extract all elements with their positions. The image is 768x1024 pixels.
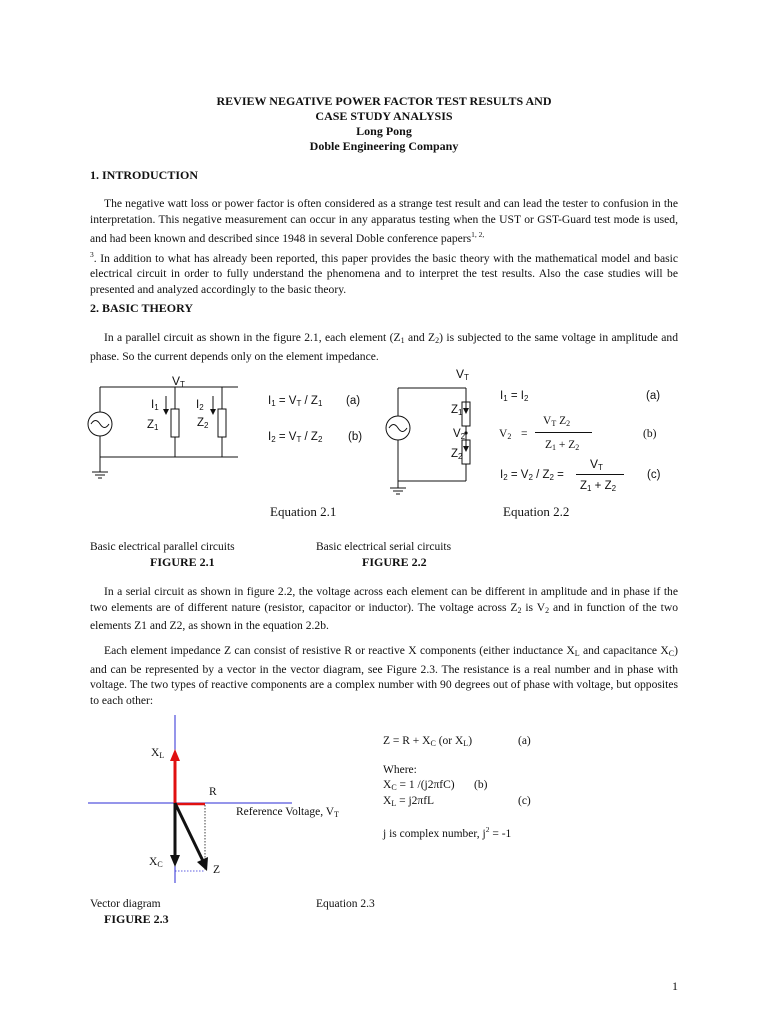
figure-2-2-caption: Basic electrical serial circuits [316,541,452,553]
page-number: 1 [672,979,678,993]
serial-circuit-diagram [386,380,486,495]
fig21-z2-label: $Z_2$ [197,417,209,430]
theory-heading: 2. BASIC THEORY [90,301,194,315]
paper-company: Doble Engineering Company [309,139,459,153]
fig22-v2-label: $V_2$ [453,428,466,441]
figure-2-2-label: FIGURE 2.2 [362,555,427,569]
equation-2-3-caption: Equation 2.3 [316,898,375,910]
fig22-z1-label: $Z_1$ [451,404,463,417]
eq22b-numerator: $V_T$ $Z_2$ [543,415,571,428]
eq22b-denominator: $Z_1 + Z_2$ [545,439,580,452]
fig21-i2-label: $I_2$ [196,399,204,412]
serial-paragraph: In a serial circuit as shown in figure 2.2, the voltage across each element can be different in amplitude and in phase if the two elements are of different nature (resistor, capacitor or inductor). The voltage across $Z_2$ is $V_2$ and in function of the two elements Z1 and Z2, as shown in the equation 2.2b. [90,585,678,633]
xc-label: $X_C$ [149,856,163,869]
paper-author: Long Pong [356,124,412,138]
eq22c-fraction-bar [576,474,624,475]
fig21-z1-label: $Z_1$ [147,419,159,432]
eq21a-label: (a) [346,395,361,407]
r-label: R [209,786,217,798]
figure-2-3-caption: Vector diagram [90,898,161,910]
eq21b: $I_2 = V_T / Z_2$ [268,431,323,444]
intro-heading: 1. INTRODUCTION [90,168,199,182]
reference-voltage-label: Reference Voltage, $V_T$ [236,806,339,819]
eq22b-label: (b) [643,428,657,440]
paper-title-line1: REVIEW NEGATIVE POWER FACTOR TEST RESULTS AND [216,94,552,108]
eq22b-fraction-bar [535,432,592,433]
equation-2-2-caption: Equation 2.2 [503,504,570,519]
eq23-where: Where: [383,764,417,776]
eq23b-label: (b) [474,779,488,791]
parallel-circuit-diagram [88,372,248,482]
fig22-vt-label: $V_T$ [456,367,469,382]
eq23c-label: (c) [518,795,531,807]
paper-title-line2: CASE STUDY ANALYSIS [315,109,453,123]
figure-2-1-caption: Basic electrical parallel circuits [90,541,235,553]
eq21b-label: (b) [348,431,363,443]
eq23b: $X_C = 1$ /(j2πfC) [383,779,455,792]
eq23c: $X_L = j2\pi fL$ [383,795,435,808]
eq22c-denominator: $Z_1 + Z_2$ [580,480,617,493]
equation-2-1-caption: Equation 2.1 [270,504,337,519]
xl-label: $X_L$ [151,747,165,760]
eq22c-label: (c) [647,469,661,481]
eq22a-label: (a) [646,390,661,402]
fig21-vt-label: $V_T$ [172,374,185,389]
eq23a-label: (a) [518,735,531,747]
eq22b-lhs: $V_2$ [499,428,512,441]
eq22c-numerator: $V_T$ [590,457,603,472]
z-label: Z [213,864,221,876]
impedance-paragraph: Each element impedance Z can consist of resistive R or reactive X components (either inductance $X_L$ and capacitance $X_C$) and can be represented by a vector in the vector diagram, see Figure 2.3. The resistance is a real number and in phase with voltage. The two types of reactive components are a complex number with 90 degrees out of phase with voltage, but opposites to each other: [90,644,678,707]
eq23-j-definition: j is complex number, $j^2 = -1$ [383,825,512,840]
vector-diagram [86,715,306,885]
fig22-z2-label: $Z_2$ [451,448,463,461]
figure-2-1-label: FIGURE 2.1 [150,555,215,569]
fig21-i1-label: $I_1$ [151,399,159,412]
eq22c-lhs: $I_2 = V_2 / Z_2$ = [500,469,564,482]
eq22b-equals: = [521,428,528,440]
eq21a: $I_1 = V_T / Z_1$ [268,395,323,408]
eq22a: $I_1 = I_2$ [500,390,529,403]
eq23a: $Z = R + X_C$ (or $X_L$) [383,735,473,748]
parallel-paragraph: In a parallel circuit as shown in the figure 2.1, each element ($Z_1$ and $Z_2$) is subjected to the same voltage in amplitude and phase. So the current depends only on the element impedance. [90,331,678,363]
intro-paragraph: The negative watt loss or power factor is often considered as a strange test result and can lead the tester to confusion in the interpretation. This negative measurement can occur in any apparatus testing when the UST or GST-Guard test mode is used, and had been known and described since 1948 in several Doble conference papers$^{1, 2,}$ $^3$. In addition to what has already been reported, this paper provides the basic theory with the mathematical model and basic electrical circuit in order to fully understand the phenomena and to interpret the test results. Also the case studies will be presented and analyzed accordingly to the basic theory. [90,197,678,296]
figure-2-3-label: FIGURE 2.3 [104,912,169,926]
